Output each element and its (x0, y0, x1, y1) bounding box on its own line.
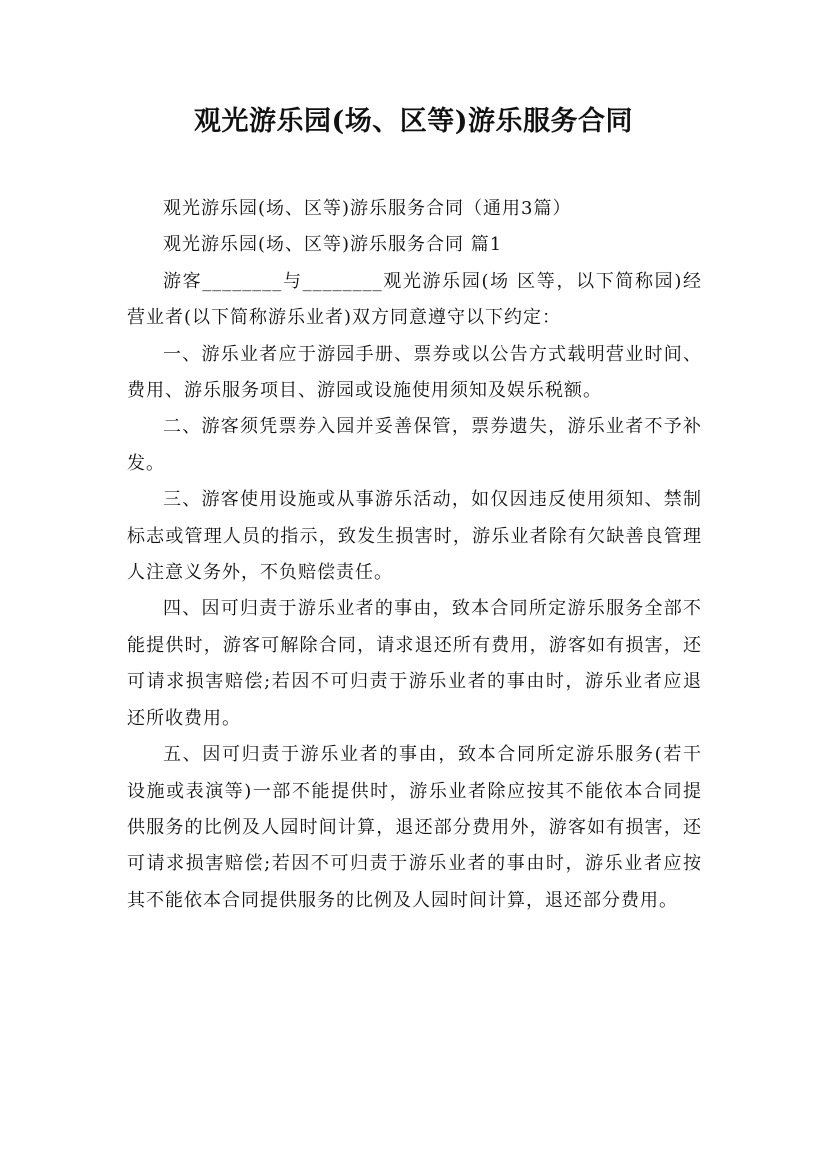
paragraph-parties: 游客________与________观光游乐园(场 区等，以下简称园)经营业者(以下简称游乐业者)双方同意遵守以下约定： (127, 270, 702, 329)
paragraph-clause-5: 五、因可归责于游乐业者的事由，致本合同所定游乐服务(若干设施或表演等)一部不能提供时，游乐业者除应按其不能依本合同提供服务的比例及人园时间计算，退还部分费用外，游客如有损害，还可请求损害赔偿;若因不可归责于游乐业者的事由时，游乐业者应按其不能依本合同提供服务的比例及人园时间计算，退还部分费用。 (127, 744, 702, 911)
paragraph-clause-1: 一、游乐业者应于游园手册、票券或以公告方式载明营业时间、费用、游乐服务项目、游园或设施使用须知及娱乐税额。 (127, 343, 702, 402)
document-title: 观光游乐园(场、区等)游乐服务合同 (193, 106, 634, 137)
paragraph-clause-4: 四、因可归责于游乐业者的事由，致本合同所定游乐服务全部不能提供时，游客可解除合同，请求退还所有费用，游客如有损害，还可请求损害赔偿;若因不可归责于游乐业者的事由时，游乐业者应退还所收费用。 (127, 598, 702, 729)
document-body (127, 191, 702, 919)
paragraph-subtitle: 观光游乐园(场、区等)游乐服务合同（通用3篇） (163, 198, 572, 219)
paragraph-clause-2: 二、游客须凭票券入园并妥善保管，票券遗失，游乐业者不予补发。 (127, 416, 702, 474)
paragraph-clause-3: 三、游客使用设施或从事游乐活动，如仅因违反使用须知、禁制标志或管理人员的指示，致发生损害时，游乐业者除有欠缺善良管理人注意义务外，不负赔偿责任。 (127, 489, 702, 584)
paragraph-section-heading: 观光游乐园(场、区等)游乐服务合同 篇1 (163, 234, 503, 256)
